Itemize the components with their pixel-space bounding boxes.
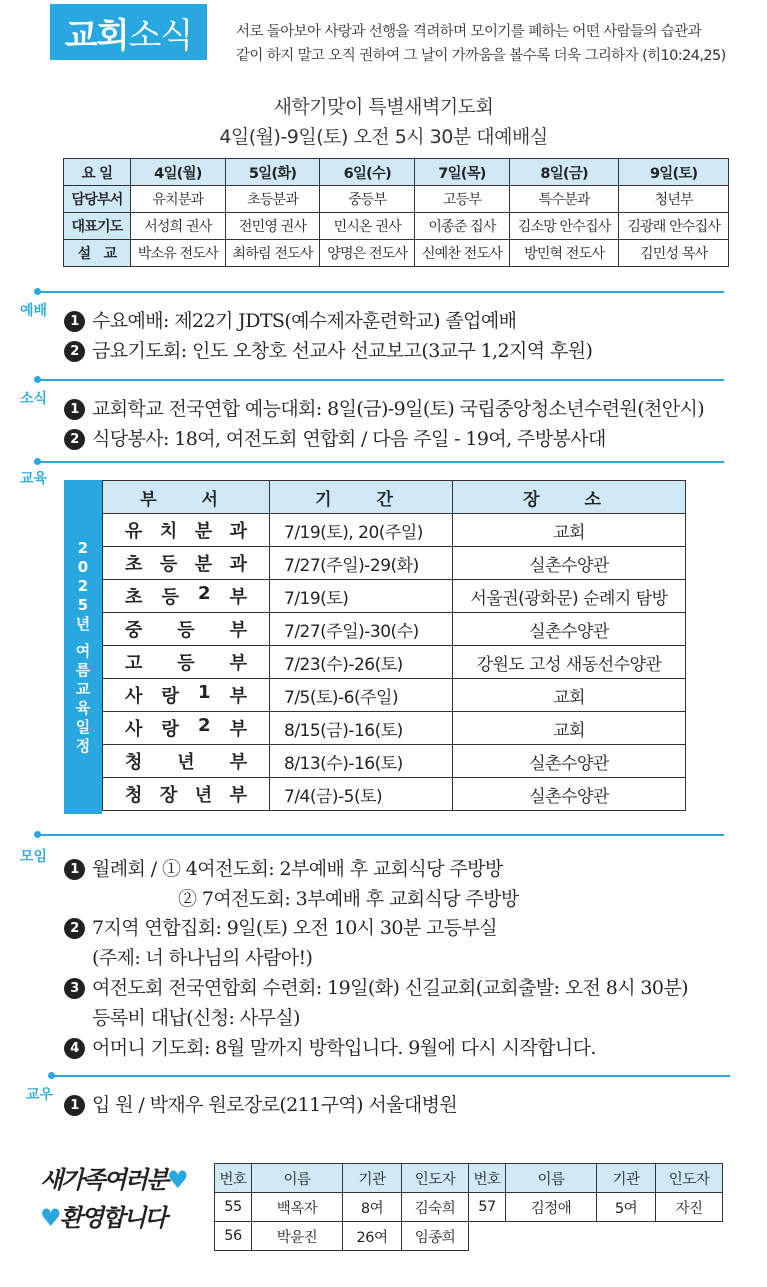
dept-char: 유: [125, 521, 143, 542]
table-header: 7일(목): [415, 159, 510, 186]
dept-cell: [103, 580, 270, 613]
dept-char: 부: [229, 653, 247, 674]
dept-char: 장: [159, 785, 178, 806]
list-item: [64, 424, 606, 451]
dept-char: 분: [194, 521, 213, 542]
table-header: 부 서: [103, 481, 270, 514]
section-label-members: 교우: [26, 1087, 54, 1103]
side-char: 육: [75, 698, 91, 717]
period-cell: 7/5(토)-6(주일): [270, 679, 453, 712]
table-header-row: [103, 481, 686, 514]
place-cell: 교회: [453, 514, 686, 547]
table-cell: 5여: [597, 1193, 656, 1222]
side-char: 름: [75, 660, 91, 679]
table-header: 4일(월): [131, 159, 226, 186]
section-label-news: 소식: [20, 391, 48, 407]
dept-char: 랑: [161, 719, 179, 740]
dept-char: 2: [197, 583, 211, 604]
number-badge: 1: [64, 1095, 85, 1116]
heart-icon: ♥: [40, 1203, 60, 1232]
table-cell: 56: [215, 1222, 252, 1251]
place-cell: 교회: [453, 679, 686, 712]
side-char: 정: [75, 736, 91, 755]
list-item-continued: (주제: 너 하나님의 사람아!): [92, 947, 313, 969]
table-cell: 최하림 전도사: [225, 240, 320, 267]
period-cell: 7/23(수)-26(토): [270, 646, 453, 679]
welcome-line: [40, 1198, 165, 1233]
list-item: [64, 336, 592, 363]
number-badge: 1: [64, 399, 85, 420]
table-row: [103, 778, 686, 811]
table-row: [64, 240, 729, 267]
table-cell: 55: [215, 1193, 252, 1222]
table-cell: 57: [469, 1193, 506, 1222]
dept-cell: [103, 712, 270, 745]
dept-char: 등: [177, 653, 195, 674]
place-cell: 실촌수양관: [453, 547, 686, 580]
item-text: 금요기도회: 인도 오창호 선교사 선교보고(3교구 1,2지역 후원): [92, 340, 593, 362]
title-light: 소식: [128, 15, 193, 56]
item-text: 입 원 / 박재우 원로장로(211구역) 서울대병원: [92, 1094, 458, 1116]
section-divider: [36, 379, 724, 381]
side-char: 2: [77, 538, 89, 557]
dept-char: 년: [194, 785, 213, 806]
dept-char: 등: [177, 620, 195, 641]
list-item-continued: 등록비 대납(신청: 사무실): [92, 1007, 300, 1029]
section-divider: [36, 834, 724, 836]
table-cell: 김민성 목사: [619, 240, 729, 267]
dept-char: 초: [125, 587, 143, 608]
list-item: [64, 854, 503, 881]
dawn-schedule-table: [63, 158, 729, 267]
table-header: 6일(수): [320, 159, 415, 186]
dept-cell: [103, 679, 270, 712]
list-item: [64, 1033, 596, 1060]
table-cell: 8여: [343, 1193, 402, 1222]
table-header: 번호: [469, 1164, 506, 1193]
number-badge: 1: [64, 311, 85, 332]
table-row: [103, 745, 686, 778]
dept-char: 1: [197, 682, 211, 703]
table-row: [103, 514, 686, 547]
item-text: 교회학교 전국연합 예능대회: 8일(금)-9일(토) 국립중앙청소년수련원(천안시): [92, 398, 705, 420]
list-item: [64, 913, 497, 940]
table-cell: 자진: [656, 1193, 723, 1222]
table-header: 기 간: [270, 481, 453, 514]
number-badge: 1: [64, 859, 85, 880]
table-cell: 서성희 권사: [131, 213, 226, 240]
dept-char: 고: [125, 653, 143, 674]
table-cell: 김광래 안수집사: [619, 213, 729, 240]
table-header: 번호: [215, 1164, 252, 1193]
table-row: [103, 679, 686, 712]
table-row: [64, 186, 729, 213]
table-cell: 초등분과: [225, 186, 320, 213]
table-header-row: [215, 1164, 723, 1193]
row-header: 담당부서: [64, 186, 131, 213]
table-header: 인도자: [656, 1164, 723, 1193]
item-text: 수요예배: 제22기 JDTS(예수제자훈련학교) 졸업예배: [92, 310, 517, 332]
table-header: 5일(화): [225, 159, 320, 186]
table-cell: 방민혁 전도사: [509, 240, 619, 267]
table-row: [103, 712, 686, 745]
dept-char: 등: [159, 554, 178, 575]
dept-char: 부: [229, 752, 247, 773]
list-item: [64, 306, 516, 333]
dept-char: 부: [229, 587, 247, 608]
place-cell: 실촌수양관: [453, 778, 686, 811]
title-bold: 교회: [64, 15, 129, 56]
verse-line: 같이 하지 말고 오직 권하여 그 날이 가까움을 볼수록 더욱 그리하자 (히10:24,25): [236, 48, 726, 64]
table-header: 요 일: [64, 159, 131, 186]
dept-char: 청: [125, 752, 143, 773]
education-table: [102, 480, 686, 811]
place-cell: 실촌수양관: [453, 745, 686, 778]
section-label-worship: 예배: [20, 303, 48, 319]
row-header: 설 교: [64, 240, 131, 267]
table-cell: 이종준 집사: [415, 213, 510, 240]
dept-char: 사: [125, 686, 143, 707]
table-cell: 중등부: [320, 186, 415, 213]
welcome-text: 환영합니다: [59, 1203, 166, 1232]
table-cell: 민시온 권사: [320, 213, 415, 240]
table-row: [64, 213, 729, 240]
table-header: 9일(토): [619, 159, 729, 186]
period-cell: 7/4(금)-5(토): [270, 778, 453, 811]
heart-icon: ♥: [167, 1165, 187, 1194]
section-divider: [36, 291, 724, 293]
number-badge: 2: [64, 429, 85, 450]
place-cell: 강원도 고성 새동선수양관: [453, 646, 686, 679]
dept-cell: [103, 514, 270, 547]
table-cell: 26여: [343, 1222, 402, 1251]
dept-char: 분: [194, 554, 213, 575]
schedule-side-label: [64, 480, 102, 814]
table-cell: 양명은 전도사: [320, 240, 415, 267]
dept-char: 치: [159, 521, 178, 542]
dept-char: 년: [177, 752, 195, 773]
table-header: 인도자: [402, 1164, 469, 1193]
verse-line: 서로 돌아보아 사랑과 선행을 격려하며 모이기를 폐하는 어떤 사람들의 습관과: [236, 24, 702, 40]
side-char: 년: [75, 614, 91, 633]
table-header: 기관: [597, 1164, 656, 1193]
dept-char: 청: [125, 785, 143, 806]
period-cell: 7/19(토): [270, 580, 453, 613]
side-char: 0: [77, 557, 89, 576]
side-char: 교: [75, 679, 91, 698]
table-cell: 청년부: [619, 186, 729, 213]
table-cell: 김숙희: [402, 1193, 469, 1222]
table-cell: 임종희: [402, 1222, 469, 1251]
dept-char: 과: [229, 521, 247, 542]
table-row: [103, 547, 686, 580]
number-badge: 3: [64, 978, 85, 999]
dept-char: 부: [229, 620, 247, 641]
table-header: 이름: [506, 1164, 597, 1193]
item-text: 여전도회 전국연합회 수련회: 19일(화) 신길교회(교회출발: 오전 8시 30분): [92, 977, 688, 999]
list-item: [64, 973, 688, 1000]
side-char: 2: [77, 576, 89, 595]
table-row: [103, 646, 686, 679]
list-item: [64, 1090, 457, 1117]
list-item-continued: ② 7여전도회: 3부예배 후 교회식당 주방방: [178, 888, 519, 910]
dept-char: 중: [125, 620, 143, 641]
section-label-education: 교육: [20, 471, 48, 487]
number-badge: 4: [64, 1038, 85, 1059]
dept-char: 사: [125, 719, 143, 740]
table-row: [215, 1193, 723, 1222]
table-cell: 특수분과: [509, 186, 619, 213]
table-header: 이름: [252, 1164, 343, 1193]
side-char: 일: [75, 717, 91, 736]
item-text: 7지역 연합집회: 9일(토) 오전 10시 30분 고등부실: [92, 917, 498, 939]
newcomers-table: [214, 1163, 723, 1251]
table-cell: 전민영 권사: [225, 213, 320, 240]
item-text: 어머니 기도회: 8월 말까지 방학입니다. 9월에 다시 시작합니다.: [92, 1037, 596, 1059]
item-text: 월례회 / ① 4여전도회: 2부예배 후 교회식당 주방방: [92, 858, 503, 880]
dept-char: 등: [161, 587, 179, 608]
dept-char: 2: [197, 715, 211, 736]
empty-cell: [469, 1222, 723, 1251]
table-header: 장 소: [453, 481, 686, 514]
bible-verse: [236, 20, 756, 68]
table-cell: 김정애: [506, 1193, 597, 1222]
dawn-subtitle: 4일(월)-9일(토) 오전 5시 30분 대예배실: [219, 126, 548, 148]
dept-char: 초: [125, 554, 143, 575]
table-cell: 김소망 안수집사: [509, 213, 619, 240]
table-row: [215, 1222, 723, 1251]
dept-cell: [103, 613, 270, 646]
period-cell: 8/15(금)-16(토): [270, 712, 453, 745]
period-cell: 7/27(주일)-29(화): [270, 547, 453, 580]
dept-char: 과: [229, 554, 247, 575]
side-char: 5: [77, 595, 89, 614]
dept-char: 랑: [161, 686, 179, 707]
item-text: 식당봉사: 18여, 여전도회 연합회 / 다음 주일 - 19여, 주방봉사대: [92, 428, 606, 450]
side-char: 여: [75, 641, 91, 660]
dept-char: 부: [229, 686, 247, 707]
number-badge: 2: [64, 918, 85, 939]
number-badge: 2: [64, 341, 85, 362]
table-cell: 박소유 전도사: [131, 240, 226, 267]
dept-cell: [103, 547, 270, 580]
table-row: [103, 580, 686, 613]
section-divider: [50, 1075, 730, 1077]
dept-char: 부: [229, 785, 247, 806]
place-cell: 실촌수양관: [453, 613, 686, 646]
dept-cell: [103, 745, 270, 778]
dawn-title: 새학기맞이 특별새벽기도회: [273, 96, 494, 118]
table-header-row: [64, 159, 729, 186]
table-header: 8일(금): [509, 159, 619, 186]
table-header: 기관: [343, 1164, 402, 1193]
section-divider: [36, 461, 724, 463]
period-cell: 8/13(수)-16(토): [270, 745, 453, 778]
dept-char: 부: [229, 719, 247, 740]
list-item: [64, 394, 704, 421]
place-cell: 서울권(광화문) 순례지 탐방: [453, 580, 686, 613]
table-cell: 박윤진: [252, 1222, 343, 1251]
table-cell: 백옥자: [252, 1193, 343, 1222]
period-cell: 7/27(주일)-30(수): [270, 613, 453, 646]
section-label-meeting: 모임: [20, 849, 48, 865]
dept-cell: [103, 778, 270, 811]
dept-cell: [103, 646, 270, 679]
table-cell: 신예찬 전도사: [415, 240, 510, 267]
table-row: [103, 613, 686, 646]
row-header: 대표기도: [64, 213, 131, 240]
table-cell: 유치분과: [131, 186, 226, 213]
period-cell: 7/19(토), 20(주일): [270, 514, 453, 547]
table-cell: 고등부: [415, 186, 510, 213]
welcome-text: 새가족여러분: [40, 1165, 168, 1194]
section-title: [50, 4, 207, 60]
place-cell: 교회: [453, 712, 686, 745]
welcome-line: [40, 1160, 187, 1195]
